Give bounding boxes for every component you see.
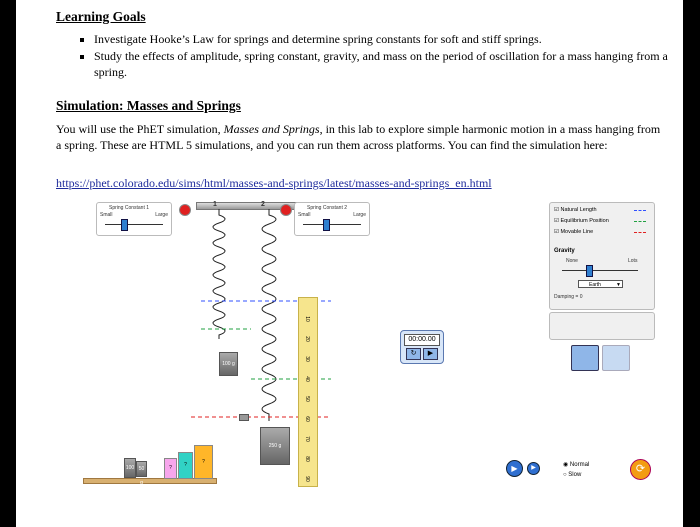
legend-line <box>634 232 646 233</box>
speed-normal-label: Normal <box>569 462 590 468</box>
mass-100g[interactable]: 100 g <box>219 352 238 376</box>
checkbox-label: Equilibrium Position <box>560 218 609 224</box>
play-pause-button[interactable]: ▶ <box>506 460 523 477</box>
speed-normal-option[interactable]: ◉ Normal <box>563 462 590 468</box>
checkbox-checked-icon[interactable]: ☑ <box>554 207 561 213</box>
gravity-label: Gravity <box>554 248 575 254</box>
record-button-1[interactable] <box>179 204 191 216</box>
checkbox-row[interactable] <box>554 218 650 224</box>
checkbox-row[interactable] <box>554 229 650 235</box>
document-page <box>16 0 683 527</box>
checkbox-checked-icon[interactable]: ☑ <box>554 229 561 235</box>
spring2-number: 2 <box>261 201 265 208</box>
step-button[interactable]: ▶ <box>527 462 540 475</box>
screen-icon-2[interactable] <box>602 345 630 371</box>
spring-constant-1-panel <box>96 202 172 236</box>
play-icon[interactable]: ▶ <box>423 348 438 360</box>
checkbox-checked-icon[interactable]: ☑ <box>554 218 561 224</box>
spring-2 <box>262 209 276 421</box>
stopwatch-display: 00:00.00 <box>404 334 440 346</box>
ruler-tick-label: 70 <box>303 436 310 442</box>
options-panel <box>549 202 655 310</box>
mystery-mass-pink[interactable]: ? <box>164 458 177 479</box>
gravity-slider-thumb[interactable] <box>586 265 593 277</box>
spring-constant-2-title: Spring Constant 2 <box>307 205 348 211</box>
goals-list <box>80 31 674 81</box>
checkbox-label: Movable Line <box>560 229 594 235</box>
goal-item: ▪ Study the effects of amplitude, spring constant, gravity, and mass on the period of oscillation for a mass hanging from a spring. <box>94 48 674 80</box>
mass-250g[interactable]: 250 g <box>260 427 290 465</box>
simulation-screenshot <box>61 195 656 495</box>
checkbox-label: Natural Length <box>560 207 597 213</box>
legend-line <box>634 210 646 211</box>
gravity-none-label: None <box>566 258 578 264</box>
screen-icon-1[interactable] <box>571 345 599 371</box>
simulation-heading: Simulation: Masses and Springs <box>56 98 241 113</box>
gravity-lots-label: Lots <box>628 258 638 264</box>
spring1-number: 1 <box>213 201 217 208</box>
damping-label: Damping = 0 <box>554 294 583 300</box>
spring1-small-label: Small <box>100 212 113 218</box>
shelf-mass-100[interactable]: 100 <box>124 458 136 478</box>
mystery-mass-teal[interactable]: ? <box>178 452 193 479</box>
spring2-small-label: Small <box>298 212 311 218</box>
spring-1 <box>213 209 225 339</box>
ruler-tick-label: 10 <box>303 316 310 322</box>
ruler[interactable] <box>298 297 318 487</box>
ruler-tick-label: 60 <box>303 416 310 422</box>
legend-line <box>634 221 646 222</box>
stopwatch[interactable] <box>400 330 444 364</box>
ruler-tick-label: 80 <box>303 456 310 462</box>
spring-constant-1-title: Spring Constant 1 <box>109 205 150 211</box>
ruler-tick-label: 40 <box>303 376 310 382</box>
phet-link[interactable]: https://phet.colorado.edu/sims/html/masses-and-springs/latest/masses-and-springs_en.html <box>56 176 492 190</box>
spring1-large-label: Large <box>155 212 168 218</box>
reset-icon[interactable]: ↻ <box>406 348 421 360</box>
ruler-tick-label: 20 <box>303 336 310 342</box>
spring1-slider-thumb[interactable] <box>121 219 128 231</box>
energy-panel <box>549 312 655 340</box>
ruler-tick-label: 50 <box>303 396 310 402</box>
mystery-mass-orange[interactable]: ? <box>194 445 213 479</box>
movable-line-handle[interactable] <box>239 414 249 421</box>
chevron-down-icon: ▼ <box>616 282 621 288</box>
spring2-large-label: Large <box>353 212 366 218</box>
planet-select[interactable]: Earth ▼ <box>578 280 623 288</box>
reset-all-button[interactable]: ⟳ <box>630 459 651 480</box>
simulation-paragraph: You will use the PhET simulation, Masses and Springs, in this lab to explore simple harmonic motion in a mass hanging from a spring. These are HTML 5 simulations, and you can run them across platforms. You can find the simulation here: <box>56 122 661 152</box>
shelf-mass-50[interactable]: 50 g <box>136 461 147 477</box>
checkbox-row[interactable] <box>554 207 650 213</box>
learning-goals-heading: Learning Goals <box>56 9 146 24</box>
ruler-tick-label: 90 <box>303 476 310 482</box>
speed-slow-label: Slow <box>568 472 582 478</box>
goal-item: ▪ Investigate Hooke’s Law for springs and determine spring constants for soft and stiff springs. <box>94 31 674 47</box>
speed-slow-option[interactable]: ○ Slow <box>563 472 582 478</box>
ruler-tick-label: 30 <box>303 356 310 362</box>
